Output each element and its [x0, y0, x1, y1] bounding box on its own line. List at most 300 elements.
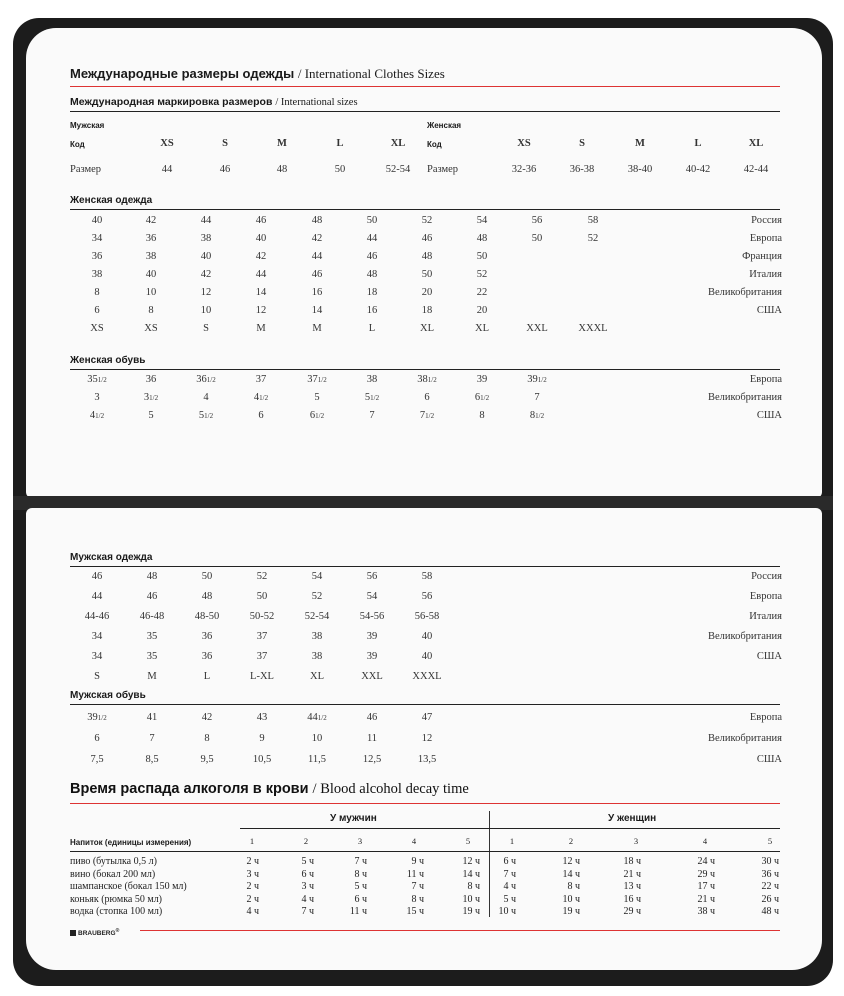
- men-shoes-row-label: США: [756, 754, 782, 765]
- alcohol-men-cell: 6 ч: [354, 893, 367, 905]
- women-shoes-cell-whole: 39: [476, 374, 488, 385]
- alcohol-men-cell: 11 ч: [349, 906, 367, 917]
- men-shoes-cell: [200, 754, 213, 765]
- women-clothes-cell: 36: [91, 251, 103, 262]
- alcohol-men-cell: 2 ч: [246, 856, 259, 867]
- men-shoes-cell: [145, 754, 158, 765]
- men-clothes-cell: 48: [146, 571, 158, 582]
- women-shoes-cell: [310, 410, 324, 421]
- women-clothes-cell: 58: [587, 215, 599, 226]
- women-clothes-cell: 22: [476, 287, 488, 298]
- intl-marking-rule: [70, 111, 780, 112]
- women-clothes-cell: 50: [366, 215, 378, 226]
- women-code: S: [579, 138, 585, 149]
- men-size: 46: [219, 164, 231, 175]
- women-code: M: [635, 138, 645, 149]
- alcohol-women-col-header: 4: [702, 836, 708, 846]
- men-shoes-cell-whole: 9,5: [200, 754, 214, 765]
- men-size: 50: [334, 164, 346, 175]
- women-clothes-cell: XXL: [526, 323, 548, 334]
- women-shoes-title: Женская обувь: [70, 355, 146, 366]
- women-clothes-cell: 14: [255, 287, 267, 298]
- men-clothes-cell: 38: [311, 631, 323, 642]
- women-shoes-cell-fraction: 1/2: [97, 376, 107, 384]
- women-clothes-cell: 44: [366, 233, 378, 244]
- men-shoes-cell-whole: 47: [421, 712, 433, 723]
- brand-logo: BRAUBERG®: [70, 928, 119, 937]
- men-clothes-cell: 39: [366, 651, 378, 662]
- women-clothes-cell: S: [203, 323, 209, 334]
- men-shoes-cell-whole: 11,5: [308, 754, 326, 765]
- men-clothes-cell: 44-46: [84, 611, 110, 622]
- alcohol-men-cell: 10 ч: [462, 893, 480, 905]
- men-clothes-cell: 56: [421, 591, 433, 602]
- women-shoes-cell: [369, 410, 374, 421]
- alcohol-drink-label: вино (бокал 200 мл): [70, 868, 156, 880]
- women-shoes-cell: [420, 410, 434, 421]
- intl-title-rule: [70, 86, 780, 87]
- men-shoes-cell-whole: 44: [307, 712, 318, 723]
- men-clothes-cell: 56-58: [414, 611, 440, 622]
- men-clothes-cell: XL: [310, 671, 324, 682]
- men-shoes-cell-fraction: 1/2: [97, 714, 107, 722]
- women-clothes-row-label: Великобритания: [708, 287, 782, 298]
- men-clothes-row-label: США: [756, 651, 782, 662]
- men-clothes-cell: M: [147, 671, 157, 682]
- women-clothes-cell: M: [312, 323, 322, 334]
- men-shoes-cell: [90, 754, 103, 765]
- women-clothes-cell: 40: [200, 251, 212, 262]
- men-code: XL: [390, 138, 406, 149]
- alcohol-women-cell: 16 ч: [623, 893, 641, 905]
- men-shoes-cell-whole: 10,5: [252, 754, 272, 765]
- women-shoes-cell-whole: 5: [314, 392, 320, 403]
- women-shoes-cell-whole: 7: [534, 392, 540, 403]
- women-clothes-cell: 52: [587, 233, 599, 244]
- intl-marking-title: [70, 96, 358, 108]
- women-clothes-cell: 44: [200, 215, 212, 226]
- women-shoes-cell-whole: 38: [366, 374, 378, 385]
- women-shoes-cell: [199, 410, 213, 421]
- men-clothes-row-label: Великобритания: [708, 631, 782, 642]
- men-clothes-cell: 46-48: [139, 611, 165, 622]
- alcohol-women-cell: 29 ч: [697, 868, 715, 880]
- alcohol-women-cell: 29 ч: [623, 906, 641, 917]
- alcohol-title-rule: [70, 803, 780, 804]
- women-shoes-cell-fraction: 1/2: [427, 376, 437, 384]
- alcohol-women-col-header: 5: [767, 836, 773, 846]
- women-shoes-cell: [534, 392, 539, 403]
- women-shoes-cell-whole: 39: [527, 374, 538, 385]
- men-shoes-row-label: Великобритания: [708, 733, 782, 744]
- alcohol-title-en: / Blood alcohol decay time: [312, 781, 469, 797]
- men-shoes-cell: [307, 712, 326, 723]
- footer-rule: [140, 930, 780, 931]
- alcohol-men-cell: 8 ч: [411, 893, 424, 905]
- women-shoes-cell-fraction: 1/2: [480, 394, 490, 402]
- alcohol-men-cell: 12 ч: [462, 856, 480, 867]
- intl-marking-en: / International sizes: [275, 97, 358, 108]
- men-clothes-cell: 48-50: [194, 611, 220, 622]
- men-clothes-cell: 52: [311, 591, 323, 602]
- alcohol-men-col-header: 4: [411, 836, 417, 846]
- women-clothes-cell: 56: [531, 215, 543, 226]
- women-shoes-cell-fraction: 1/2: [315, 412, 325, 420]
- alcohol-women-cell: 10 ч: [562, 893, 580, 905]
- alcohol-women-cell: 18 ч: [623, 856, 641, 867]
- men-shoes-cell-whole: 12,5: [362, 754, 382, 765]
- men-clothes-cell: 48: [201, 591, 213, 602]
- men-clothes-title: Мужская одежда: [70, 552, 153, 563]
- women-clothes-cell: XXXL: [578, 323, 608, 334]
- alcohol-title-ru: Время распада алкоголя в крови: [70, 781, 309, 797]
- women-clothes-cell: 12: [255, 305, 267, 316]
- women-clothes-cell: 10: [145, 287, 157, 298]
- alcohol-men-cell: 7 ч: [301, 906, 314, 917]
- women-shoes-cell: [475, 392, 489, 403]
- women-clothes-row-label: Европа: [749, 233, 782, 244]
- men-clothes-rule: [70, 566, 780, 567]
- women-clothes-cell: XL: [475, 323, 489, 334]
- men-shoes-cell-whole: 7,5: [90, 754, 104, 765]
- women-shoes-cell: [530, 410, 544, 421]
- women-shoes-cell-whole: 5: [364, 392, 371, 403]
- men-clothes-cell: 52: [256, 571, 268, 582]
- women-clothes-cell: 36: [145, 233, 157, 244]
- men-clothes-cell: 50-52: [249, 611, 275, 622]
- men-code: S: [222, 138, 228, 149]
- women-shoes-cell: [203, 392, 208, 403]
- women-clothes-cell: 44: [311, 251, 323, 262]
- women-clothes-cell: 54: [476, 215, 488, 226]
- women-shoes-cell-whole: 8: [479, 410, 485, 421]
- women-clothes-cell: 52: [476, 269, 488, 280]
- brand-logo-icon: [70, 930, 76, 936]
- women-shoes-cell: [314, 392, 319, 403]
- alcohol-men-cell: 19 ч: [462, 906, 480, 917]
- women-clothes-rule: [70, 209, 780, 210]
- men-shoes-cell: [257, 712, 268, 723]
- women-clothes-cell: 44: [255, 269, 267, 280]
- women-clothes-cell: 48: [366, 269, 378, 280]
- women-clothes-cell: 38: [200, 233, 212, 244]
- men-shoes-cell: [204, 733, 209, 744]
- women-clothes-cell: 10: [200, 305, 212, 316]
- women-clothes-cell: 16: [311, 287, 323, 298]
- alcohol-women-cell: 10 ч: [498, 906, 516, 917]
- men-shoes-cell: [259, 733, 264, 744]
- women-clothes-cell: 50: [531, 233, 543, 244]
- men-shoes-rule: [70, 704, 780, 705]
- men-shoes-row-label: Европа: [749, 712, 782, 723]
- women-clothes-cell: 18: [366, 287, 378, 298]
- women-clothes-cell: 40: [91, 215, 103, 226]
- women-size-label: Размер: [427, 164, 459, 175]
- women-clothes-row-label: Россия: [751, 215, 782, 226]
- women-clothes-cell: 46: [255, 215, 267, 226]
- men-clothes-cell: 36: [201, 651, 213, 662]
- alcohol-men-cell: 3 ч: [301, 881, 314, 892]
- alcohol-men-cell: 9 ч: [411, 856, 424, 867]
- men-clothes-cell: 58: [421, 571, 433, 582]
- women-shoes-cell-whole: 7: [419, 410, 426, 421]
- alcohol-women-col-header: 1: [509, 836, 515, 846]
- women-shoes-cell: [94, 392, 99, 403]
- women-clothes-cell: XL: [420, 323, 434, 334]
- alcohol-drink-header: Напиток (единицы измерения): [70, 838, 192, 847]
- men-shoes-cell: [422, 712, 433, 723]
- alcohol-men-cell: 14 ч: [462, 868, 480, 880]
- alcohol-women-cell: 13 ч: [623, 881, 641, 892]
- men-clothes-cell: 56: [366, 571, 378, 582]
- women-clothes-cell: 46: [421, 233, 433, 244]
- men-shoes-cell: [87, 712, 106, 723]
- alcohol-women-label: У женщин: [608, 813, 657, 824]
- women-shoes-cell: [256, 374, 267, 385]
- men-shoes-cell-whole: 6: [94, 733, 100, 744]
- women-shoes-cell-fraction: 1/2: [317, 376, 327, 384]
- men-size: 48: [276, 164, 288, 175]
- men-clothes-cell: 38: [311, 651, 323, 662]
- alcohol-men-cell: 5 ч: [354, 881, 367, 892]
- men-clothes-cell: 34: [91, 651, 103, 662]
- men-clothes-cell: 54-56: [359, 611, 385, 622]
- intl-title-en: / International Clothes Sizes: [297, 66, 445, 81]
- men-clothes-cell: 54: [366, 591, 378, 602]
- women-shoes-cell: [307, 374, 326, 385]
- women-clothes-cell: 40: [145, 269, 157, 280]
- men-clothes-cell: 37: [256, 651, 268, 662]
- men-clothes-row-label: Европа: [749, 591, 782, 602]
- women-shoes-cell-whole: 35: [87, 374, 98, 385]
- women-shoes-cell-whole: 36: [145, 374, 157, 385]
- men-shoes-cell: [308, 754, 326, 765]
- women-shoes-row-label: Европа: [749, 374, 782, 385]
- alcohol-men-cell: 11 ч: [406, 868, 424, 880]
- alcohol-header-rule: [70, 851, 780, 852]
- women-clothes-cell: 42: [311, 233, 323, 244]
- women-shoes-cell-whole: 37: [307, 374, 318, 385]
- alcohol-women-cell: 8 ч: [567, 881, 580, 892]
- men-clothes-cell: 54: [311, 571, 323, 582]
- men-code: M: [277, 138, 287, 149]
- women-code: XS: [517, 138, 531, 149]
- men-shoes-cell-whole: 46: [366, 712, 378, 723]
- men-shoes-cell-whole: 39: [87, 712, 98, 723]
- men-shoes-cell-whole: 8: [204, 733, 210, 744]
- alcohol-women-col-header: 3: [633, 836, 639, 846]
- women-shoes-cell: [424, 392, 429, 403]
- women-shoes-cell: [527, 374, 546, 385]
- women-shoes-cell-whole: 4: [253, 392, 260, 403]
- men-shoes-cell-whole: 10: [311, 733, 323, 744]
- women-clothes-cell: 42: [255, 251, 267, 262]
- women-clothes-cell: 42: [200, 269, 212, 280]
- alcohol-women-cell: 14 ч: [562, 868, 580, 880]
- women-shoes-cell: [479, 410, 484, 421]
- men-clothes-cell: 37: [256, 631, 268, 642]
- men-shoes-cell: [149, 733, 154, 744]
- women-shoes-cell: [148, 410, 153, 421]
- men-clothes-cell: 39: [366, 631, 378, 642]
- women-clothes-cell: 18: [421, 305, 433, 316]
- women-clothes-cell: 12: [200, 287, 212, 298]
- women-shoes-cell-fraction: 1/2: [259, 394, 269, 402]
- men-clothes-row-label: Россия: [751, 571, 782, 582]
- women-shoes-cell-fraction: 1/2: [370, 394, 380, 402]
- alcohol-women-cell: 7 ч: [503, 868, 516, 880]
- men-shoes-cell-whole: 43: [256, 712, 268, 723]
- women-shoes-cell-fraction: 1/2: [425, 412, 435, 420]
- alcohol-women-cell: 38 ч: [697, 906, 715, 917]
- women-clothes-cell: 38: [145, 251, 157, 262]
- alcohol-women-cell: 21 ч: [697, 893, 715, 905]
- women-size: 38-40: [627, 164, 653, 175]
- alcohol-women-cell: 22 ч: [761, 881, 779, 892]
- men-clothes-cell: 50: [201, 571, 213, 582]
- men-shoes-cell-whole: 8,5: [145, 754, 159, 765]
- alcohol-women-cell: 19 ч: [562, 906, 580, 917]
- alcohol-men-cell: 2 ч: [246, 881, 259, 892]
- men-shoes-cell-whole: 7: [149, 733, 155, 744]
- men-clothes-cell: 46: [146, 591, 158, 602]
- women-clothes-cell: XS: [90, 323, 104, 334]
- men-shoes-cell: [418, 754, 436, 765]
- women-size: 32-36: [511, 164, 537, 175]
- alcohol-women-cell: 5 ч: [503, 893, 516, 905]
- alcohol-women-cell: 48 ч: [761, 906, 779, 917]
- women-shoes-row-label: Великобритания: [708, 392, 782, 403]
- women-code: L: [694, 138, 702, 149]
- men-clothes-cell: 50: [256, 591, 268, 602]
- alcohol-men-cell: 7 ч: [354, 856, 367, 867]
- women-shoes-cell-whole: 4: [89, 410, 96, 421]
- women-shoes-cell-whole: 8: [529, 410, 536, 421]
- men-size-label: Размер: [70, 164, 102, 175]
- men-clothes-cell: 40: [421, 631, 433, 642]
- alcohol-drink-label: шампанское (бокал 150 мл): [70, 881, 187, 892]
- men-shoes-cell-whole: 12: [421, 733, 433, 744]
- men-shoes-cell: [367, 733, 377, 744]
- women-shoes-cell-whole: 6: [474, 392, 481, 403]
- alcohol-women-cell: 26 ч: [761, 893, 779, 905]
- women-size: 36-38: [569, 164, 595, 175]
- women-clothes-cell: 20: [476, 305, 488, 316]
- women-shoes-cell-fraction: 1/2: [149, 394, 159, 402]
- men-size: 52-54: [385, 164, 411, 175]
- men-clothes-cell: 44: [91, 591, 103, 602]
- women-clothes-cell: 52: [421, 215, 433, 226]
- women-clothes-cell: 6: [94, 305, 100, 316]
- women-shoes-cell-fraction: 1/2: [206, 376, 216, 384]
- alcohol-drink-label: пиво (бутылка 0,5 л): [70, 856, 157, 867]
- women-clothes-cell: L: [368, 323, 376, 334]
- women-shoes-row-label: США: [756, 410, 782, 421]
- women-shoes-cell-whole: 3: [143, 392, 150, 403]
- women-clothes-cell: 38: [91, 269, 103, 280]
- men-code-label: Код: [70, 140, 85, 149]
- alcohol-women-cell: 30 ч: [761, 856, 779, 867]
- intl-title-ru: Международные размеры одежды: [70, 66, 295, 81]
- alcohol-men-cell: 8 ч: [354, 868, 367, 880]
- women-clothes-cell: 40: [255, 233, 267, 244]
- alcohol-women-cell: 4 ч: [503, 881, 516, 892]
- men-shoes-title: Мужская обувь: [70, 690, 146, 701]
- women-clothes-cell: 20: [421, 287, 433, 298]
- men-shoes-cell-whole: 13,5: [417, 754, 437, 765]
- alcohol-men-cell: 6 ч: [301, 868, 314, 880]
- women-clothes-cell: XS: [144, 323, 158, 334]
- men-clothes-cell: S: [94, 671, 100, 682]
- men-clothes-cell: L-XL: [250, 671, 274, 682]
- men-shoes-cell-whole: 41: [146, 712, 158, 723]
- men-shoes-cell: [147, 712, 158, 723]
- women-shoes-cell: [196, 374, 215, 385]
- men-shoes-cell: [363, 754, 381, 765]
- women-label: Женская: [427, 121, 462, 130]
- men-shoes-cell: [312, 733, 323, 744]
- men-shoes-cell: [422, 733, 433, 744]
- women-shoes-cell: [144, 392, 158, 403]
- men-shoes-cell: [253, 754, 271, 765]
- men-shoes-cell-fraction: 1/2: [317, 714, 327, 722]
- men-clothes-cell: 52-54: [304, 611, 330, 622]
- men-label: Мужская: [70, 121, 105, 130]
- alcohol-men-col-header: 5: [465, 836, 471, 846]
- women-shoes-cell: [417, 374, 436, 385]
- alcohol-men-cell: 5 ч: [301, 856, 314, 867]
- women-clothes-cell: 14: [311, 305, 323, 316]
- alcohol-men-cell: 4 ч: [246, 906, 259, 917]
- women-shoes-cell-whole: 5: [198, 410, 205, 421]
- alcohol-men-col-header: 3: [357, 836, 363, 846]
- women-shoes-cell: [146, 374, 157, 385]
- women-clothes-cell: 42: [145, 215, 157, 226]
- alcohol-women-col-header: 2: [568, 836, 574, 846]
- alcohol-men-cell: 15 ч: [406, 906, 424, 917]
- women-shoes-cell: [87, 374, 106, 385]
- men-clothes-cell: 35: [146, 631, 158, 642]
- women-shoes-rule: [70, 369, 780, 370]
- women-size: 40-42: [685, 164, 711, 175]
- women-shoes-cell-whole: 6: [424, 392, 430, 403]
- men-clothes-cell: L: [203, 671, 211, 682]
- alcohol-women-cell: 24 ч: [697, 856, 715, 867]
- intl-title: [70, 66, 445, 82]
- men-shoes-cell-whole: 11: [366, 733, 378, 744]
- women-shoes-cell: [254, 392, 268, 403]
- women-clothes-cell: 34: [91, 233, 103, 244]
- alcohol-group-rule: [240, 828, 780, 829]
- women-shoes-cell: [90, 410, 104, 421]
- women-shoes-cell: [258, 410, 263, 421]
- women-clothes-cell: 46: [311, 269, 323, 280]
- men-clothes-cell: XXL: [361, 671, 383, 682]
- men-shoes-cell: [367, 712, 378, 723]
- men-clothes-cell: 34: [91, 631, 103, 642]
- men-clothes-cell: 35: [146, 651, 158, 662]
- men-clothes-cell: XXXL: [412, 671, 442, 682]
- alcohol-title: [70, 781, 469, 798]
- alcohol-men-col-header: 1: [249, 836, 255, 846]
- alcohol-men-cell: 8 ч: [467, 881, 480, 892]
- women-clothes-row-label: Франция: [742, 251, 782, 262]
- men-shoes-cell-whole: 9: [259, 733, 265, 744]
- men-shoes-cell: [202, 712, 213, 723]
- alcohol-drink-label: водка (стопка 100 мл): [70, 906, 163, 917]
- men-code: XS: [160, 138, 174, 149]
- women-shoes-cell-whole: 3: [94, 392, 100, 403]
